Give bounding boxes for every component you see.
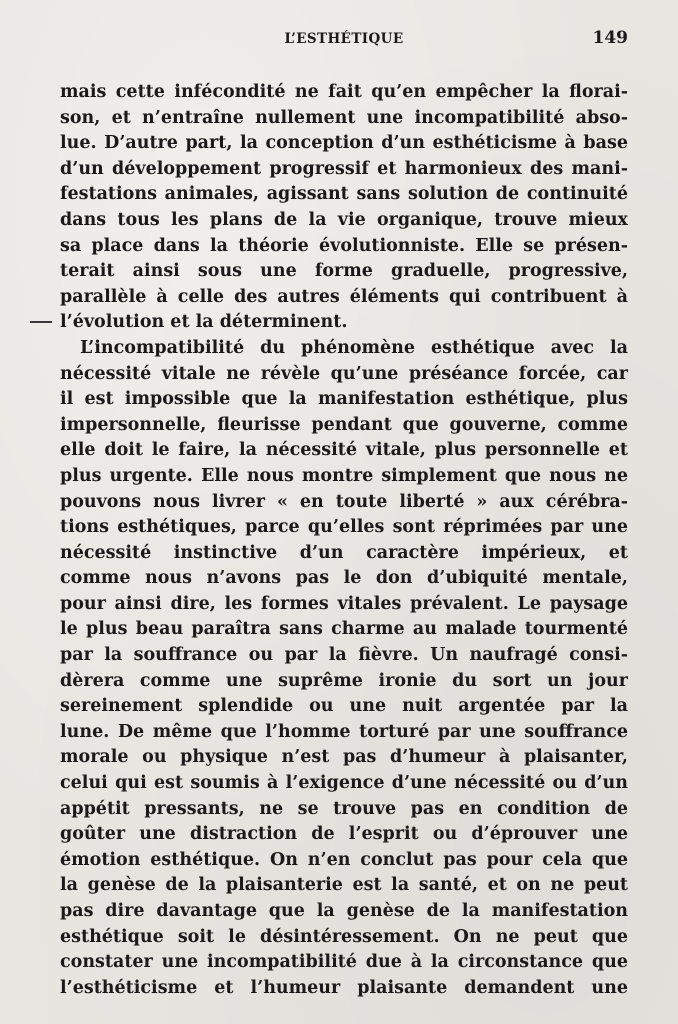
text-line: dèrera comme une suprême ironie du sort un jour xyxy=(60,670,628,691)
text-line: elle doit le faire, la nécessité vitale, plus personnelle et xyxy=(60,440,628,461)
text-line: morale ou physique n’est pas d’humeur à plaisanter, xyxy=(60,747,628,768)
text-line: lue. D’autre part, la conception d’un esthéticisme à base xyxy=(60,133,628,154)
text-line: nécessité instinctive d’un caractère impérieux, et xyxy=(60,542,628,563)
text-line: parallèle à celle des autres éléments qui contribuent à xyxy=(60,286,628,307)
text-line: sereinement splendide ou une nuit argentée par la xyxy=(60,696,628,717)
text-line: l’évolution et la déterminent. xyxy=(60,312,348,333)
text-line: celui qui est soumis à l’exigence d’une nécessité ou d’un xyxy=(60,773,628,794)
text-line: comme nous n’avons pas le don d’ubiquité mentale, xyxy=(60,568,628,589)
text-line: pas dire davantage que la genèse de la manifestation xyxy=(60,901,628,921)
text-line: plus urgente. Elle nous montre simplement que nous ne xyxy=(60,465,628,486)
paragraph-1 xyxy=(60,80,628,336)
text-line: pour ainsi dire, les formes vitales prévalent. Le paysage xyxy=(60,593,628,614)
text-line: tions esthétiques, parce qu’elles sont réprimées par une xyxy=(60,517,628,538)
text-line: terait ainsi sous une forme graduelle, progressive, xyxy=(60,261,628,282)
text-line: il est impossible que la manifestation esthétique, plus xyxy=(60,389,628,410)
text-line: impersonnelle, fleurisse pendant que gouverne, comme xyxy=(60,414,628,435)
text-line: l’esthéticisme et l’humeur plaisante demandent une xyxy=(60,977,628,998)
text-line: d’un développement progressif et harmonieux des mani- xyxy=(60,158,628,179)
text-line: par la souffrance ou par la fièvre. Un naufragé consi- xyxy=(60,645,628,666)
text-line: le plus beau paraîtra sans charme au malade tourmenté xyxy=(60,619,628,640)
text-line: festations animales, agissant sans solution de continuité xyxy=(60,184,628,205)
text-line: la genèse de la plaisanterie est la santé, et on ne peut xyxy=(60,875,628,896)
text-line: émotion esthétique. On n’en conclut pas pour cela que xyxy=(60,849,628,870)
text-line: lune. De même que l’homme torturé par une souffrance xyxy=(60,721,628,742)
text-line: L’incompatibilité du phénomène esthétique avec la xyxy=(80,337,628,358)
body-text xyxy=(60,80,628,1001)
text-line: constater une incompatibilité due à la circonstance que xyxy=(60,952,628,973)
page-header xyxy=(60,28,628,52)
text-line: dans tous les plans de la vie organique, trouve mieux xyxy=(60,209,628,230)
text-line: goûter une distraction de l’esprit ou d’éprouver une xyxy=(60,824,628,845)
text-line: son, et n’entraîne nullement une incompatibilité abso- xyxy=(60,107,628,128)
text-line: sa place dans la théorie évolutionniste. Elle se présen- xyxy=(60,235,628,256)
text-line: pouvons nous livrer « en toute liberté » aux cérébra- xyxy=(60,491,628,512)
text-line: esthétique soit le désintéressement. On ne peut que xyxy=(60,926,628,947)
paragraph-2 xyxy=(60,336,628,1001)
running-head: L’ESTHÉTIQUE xyxy=(284,31,404,47)
text-line: appétit pressants, ne se trouve pas en condition de xyxy=(60,798,628,819)
margin-mark xyxy=(30,321,52,323)
text-line: nécessité vitale ne révèle qu’une préséance forcée, car xyxy=(60,363,628,384)
page-number: 149 xyxy=(592,28,628,48)
text-line: mais cette infécondité ne fait qu’en empêcher la florai- xyxy=(60,82,628,102)
